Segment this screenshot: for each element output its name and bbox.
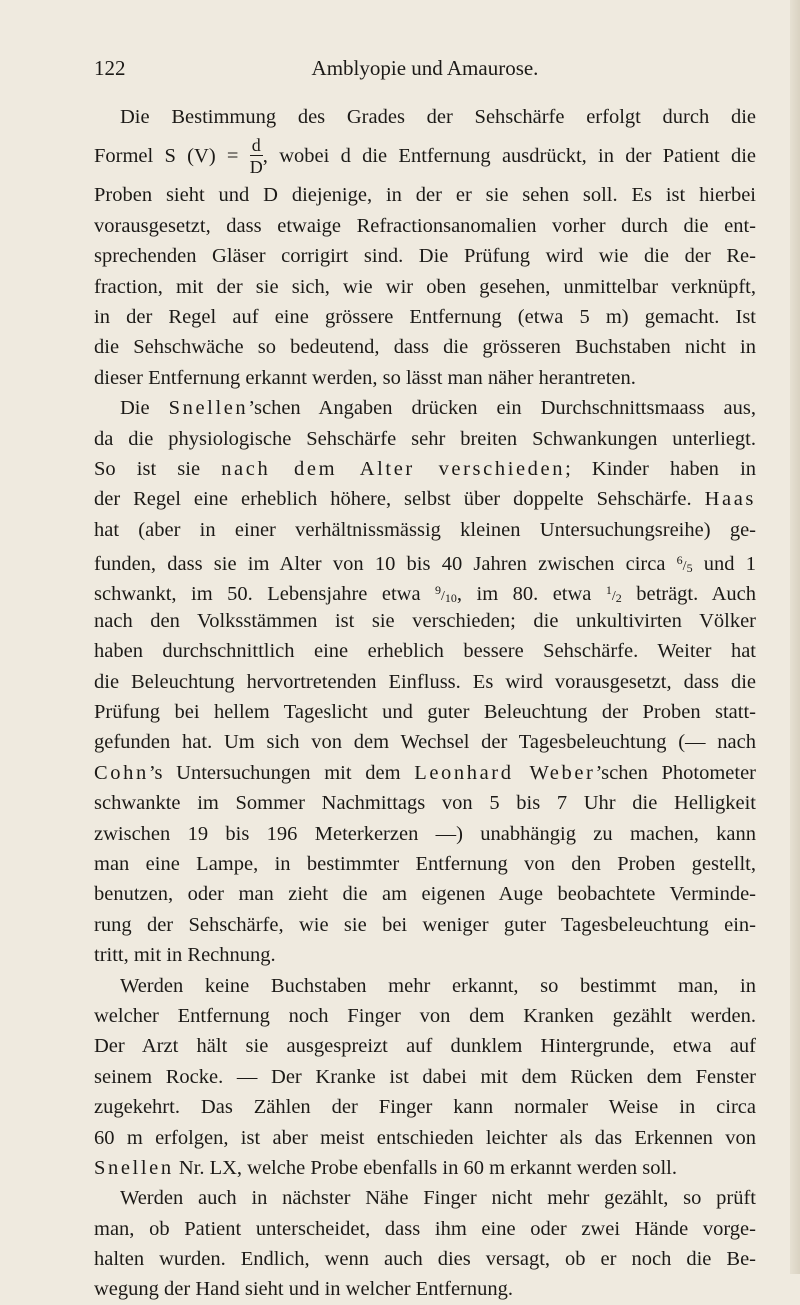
text-line: die Sehschwäche so bedeutend, dass die grösseren Buchstaben nicht in — [94, 336, 756, 359]
text-span: Nr. LX, welche Probe ebenfalls in 60 m erkannt werden soll. — [173, 1156, 677, 1179]
text-line: halten wurden. Endlich, wenn auch dies versagt, ob er noch die Be- — [94, 1248, 756, 1271]
text-line: benutzen, oder man zieht die am eigenen Auge beobachtete Verminde- — [94, 883, 756, 906]
text-line — [94, 1153, 756, 1183]
formula-denominator: D — [249, 156, 263, 177]
vulgar-fraction: $^9/_{10}$ — [435, 583, 457, 606]
fraction-numerator: 1 — [605, 583, 612, 598]
text-span: der Regel eine erheblich höhere, selbst über doppelte Sehschärfe. — [94, 488, 705, 511]
text-line: hat (aber in einer verhältnissmässig kleinen Untersuchungsreihe) ge- — [94, 518, 756, 541]
page-header — [94, 56, 756, 86]
vulgar-fraction: $^1/_2$ — [605, 583, 622, 606]
text-span: funden, dass sie im Alter von 10 bis 40 Jahren zwischen circa — [94, 553, 677, 576]
text-span: So ist sie — [94, 457, 222, 480]
text-span: ’schen Angaben drücken ein Durchschnittsmaass aus, — [248, 397, 756, 420]
author-name-snellen: Snellen — [94, 1156, 174, 1179]
fraction-numerator: 6 — [676, 553, 683, 568]
text-span: , im 80. etwa — [456, 583, 606, 606]
formula-numerator: d — [251, 134, 261, 155]
text-line: Werden auch in nächster Nähe Finger nicht mehr gezählt, so prüft — [120, 1187, 756, 1210]
text-span: ’s Untersuchungen mit dem — [148, 761, 415, 784]
text-line — [94, 393, 756, 423]
text-line: rung der Sehschärfe, wie sie bei weniger guter Tagesbeleuchtung ein- — [94, 913, 756, 936]
text-line: seinem Rocke. — Der Kranke ist dabei mit dem Rücken dem Fenster — [94, 1065, 756, 1088]
formula-suffix: , wobei d die Entfernung ausdrückt, in der Patient die — [262, 145, 756, 168]
text-line: Der Arzt hält sie ausgespreizt auf dunklem Hintergrunde, etwa auf — [94, 1035, 756, 1058]
text-line: man eine Lampe, in bestimmter Entfernung von den Proben gestellt, — [94, 852, 756, 875]
text-line: welcher Entfernung noch Finger von dem Kranken gezählt werden. — [94, 1004, 756, 1027]
text-line: zwischen 19 bis 196 Meterkerzen —) unabhängig zu machen, kann — [94, 822, 756, 845]
page-edge — [790, 0, 800, 1274]
page-number: 122 — [94, 56, 126, 80]
text-line — [94, 454, 756, 484]
text-line — [94, 758, 756, 788]
text-line: wegung der Hand sieht und in welcher Entfernung. — [94, 1278, 513, 1301]
text-line: haben durchschnittlich eine erheblich bessere Sehschärfe. Weiter hat — [94, 640, 756, 663]
author-name-cohn: Cohn — [94, 761, 149, 784]
text-line: in der Regel auf eine grössere Entfernung (etwa 5 m) gemacht. Ist — [94, 305, 756, 328]
formula-prefix: Formel S (V) = — [94, 145, 250, 168]
text-line: sprechenden Gläser corrigirt sind. Die Prüfung wird wie die der Re- — [94, 245, 756, 268]
text-span: Die — [120, 397, 169, 420]
fraction-denominator: 5 — [686, 561, 693, 576]
text-line: Die Bestimmung des Grades der Sehschärfe erfolgt durch die — [120, 106, 756, 128]
text-line: Proben sieht und D diejenige, in der er sie sehen soll. Es ist hierbei — [94, 184, 756, 207]
text-line: man, ob Patient unterscheidet, dass ihm eine oder zwei Hände vorge- — [94, 1217, 756, 1240]
text-line — [94, 484, 756, 514]
text-span: und 1 — [692, 553, 757, 576]
emphasis-text: nach dem Alter verschieden — [221, 457, 566, 480]
text-line: da die physiologische Sehschärfe sehr breiten Schwankungen unterliegt. — [94, 427, 756, 450]
body-text — [94, 102, 756, 1305]
text-line: die Beleuchtung hervortretenden Einfluss. Es wird vorausgesetzt, dass die — [94, 670, 756, 693]
text-line — [94, 545, 756, 575]
fraction-numerator: 9 — [435, 583, 442, 598]
text-line: 60 m erfolgen, ist aber meist entschieden leichter als das Erkennen von — [94, 1126, 756, 1149]
text-line: dieser Entfernung erkannt werden, so lässt man näher herantreten. — [94, 366, 636, 389]
fraction-denominator: 10 — [444, 591, 457, 606]
author-name-haas: Haas — [704, 488, 756, 511]
text-span: ’schen Photometer — [595, 761, 757, 784]
text-span: ; Kinder haben in — [565, 457, 757, 480]
running-title: Amblyopie und Amaurose. — [311, 56, 539, 80]
vulgar-fraction: $^6/_5$ — [676, 553, 693, 576]
fraction-denominator: 2 — [615, 591, 622, 606]
text-line: vorausgesetzt, dass etwaige Refractionsanomalien vorher durch die ent- — [94, 214, 756, 237]
text-line: tritt, mit in Rechnung. — [94, 944, 276, 967]
text-line: gefunden hat. Um sich von dem Wechsel der Tagesbeleuchtung (— nach — [94, 731, 756, 754]
author-name-snellen: Snellen — [168, 397, 249, 420]
author-name-leonhard-weber: Leonhard Weber — [414, 761, 596, 784]
text-line: schwankte im Sommer Nachmittags von 5 bis 7 Uhr die Helligkeit — [94, 792, 756, 815]
text-span: schwankt, im 50. Lebensjahre etwa — [94, 583, 436, 606]
text-span: beträgt. Auch — [621, 583, 756, 606]
text-line: zugekehrt. Das Zählen der Finger kann normaler Weise in circa — [94, 1096, 756, 1119]
text-line: nach den Volksstämmen ist sie verschieden; die unkultivirten Völker — [94, 609, 756, 632]
text-line — [94, 575, 756, 605]
formula-fraction — [250, 136, 263, 176]
text-line: Werden keine Buchstaben mehr erkannt, so bestimmt man, in — [120, 974, 756, 997]
text-line: fraction, mit der sie sich, wie wir oben gesehen, unmittelbar verknüpft, — [94, 275, 756, 298]
text-line: Prüfung bei hellem Tageslicht und guter Beleuchtung der Proben statt- — [94, 701, 756, 724]
formula-line — [94, 132, 756, 180]
